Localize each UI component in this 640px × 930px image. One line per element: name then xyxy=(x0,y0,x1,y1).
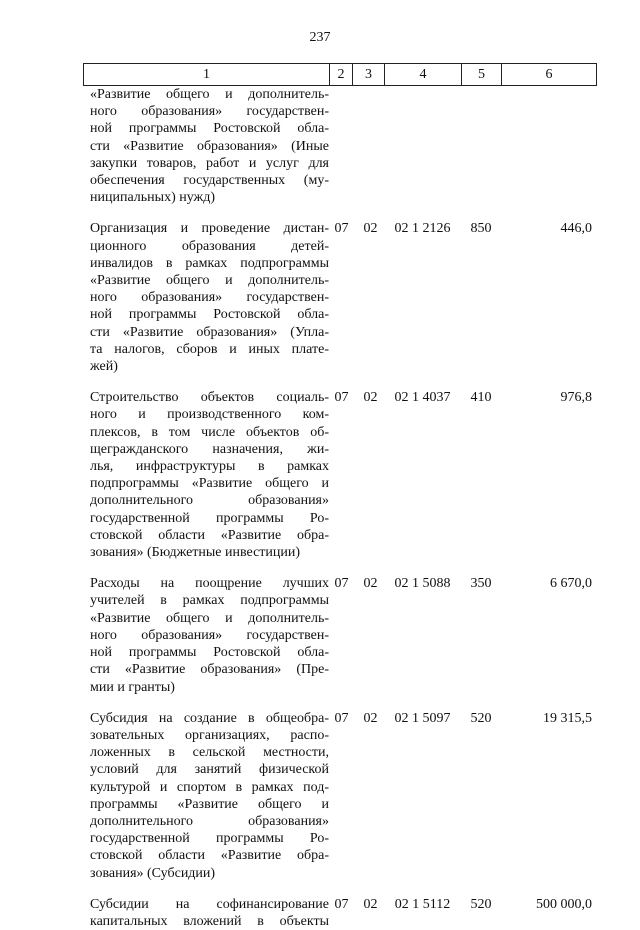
description-line: ционного образования детей- xyxy=(90,238,329,254)
subsection-code: 02 xyxy=(363,221,378,237)
description-line: «Развитие общего и дополнитель- xyxy=(90,610,329,626)
table-header xyxy=(83,63,597,86)
description-line: «Развитие общего и дополнитель- xyxy=(90,273,329,289)
expense-description xyxy=(83,710,329,882)
description-line: сти «Развитие образования» (Пре- xyxy=(90,662,329,678)
description-line: стовской области «Развитие обра- xyxy=(90,848,329,864)
amount: 500 000,0 xyxy=(536,896,592,912)
description-line: дополнительного образования» xyxy=(90,493,329,509)
expense-description xyxy=(83,389,329,561)
subsection-code: 02 xyxy=(363,390,378,406)
description-line: ного и производственного ком- xyxy=(90,407,329,423)
section-code: 07 xyxy=(334,390,349,406)
amount: 976,8 xyxy=(560,390,592,406)
description-line: стовской области «Развитие обра- xyxy=(90,527,329,543)
section-code: 07 xyxy=(334,896,349,912)
header-col-2: 2 xyxy=(330,64,353,86)
table-row xyxy=(83,220,596,375)
description-line: Расходы на поощрение лучших xyxy=(90,576,329,592)
table-row xyxy=(83,896,596,930)
table-row xyxy=(83,389,596,561)
header-col-5: 5 xyxy=(462,64,502,86)
description-line: зования» (Субсидии) xyxy=(90,865,216,881)
expense-type-code: 520 xyxy=(470,710,492,726)
description-line: ной программы Ростовской обла- xyxy=(90,645,329,661)
description-line: сти «Развитие образования» (Упла- xyxy=(90,324,329,340)
description-line: жей) xyxy=(90,359,118,375)
expense-description xyxy=(83,220,329,375)
subsection-code: 02 xyxy=(363,710,378,726)
header-col-1: 1 xyxy=(84,64,330,86)
expense-type-code: 410 xyxy=(470,390,492,406)
target-article-code: 02 1 4037 xyxy=(394,390,451,406)
table-row xyxy=(83,710,596,882)
expense-type-code: 350 xyxy=(470,576,492,592)
section-code: 07 xyxy=(334,221,349,237)
description-line: инвалидов в рамках подпрограммы xyxy=(90,255,329,271)
target-article-code: 02 1 2126 xyxy=(394,221,451,237)
description-line: лья, инфраструктуры в рамках xyxy=(90,459,329,475)
description-line: ной программы Ростовской обла- xyxy=(90,307,329,323)
description-line: мии и гранты) xyxy=(90,679,175,695)
description-line: культурой и спортом в рамках под- xyxy=(90,779,329,795)
description-line: ной программы Ростовской обла- xyxy=(90,121,329,137)
description-line: ложенных в сельской местности, xyxy=(90,745,329,761)
description-line: капитальных вложений в объекты xyxy=(90,913,329,929)
description-line: щегражданского назначения, жи- xyxy=(90,441,329,457)
description-line: подпрограммы «Развитие общего и xyxy=(90,476,329,492)
description-line: «Развитие общего и дополнитель- xyxy=(90,87,329,102)
description-line: обеспечения государственных (му- xyxy=(90,173,329,189)
expense-description xyxy=(83,575,329,695)
target-article-code: 02 1 5088 xyxy=(394,576,451,592)
description-line: ниципальных) нужд) xyxy=(90,190,215,206)
description-line: зовательных организациях, распо- xyxy=(90,727,329,743)
page-number: 237 xyxy=(309,30,331,45)
description-line: ного образования» государствен- xyxy=(90,290,329,306)
description-line: государственной программы Ро- xyxy=(90,831,329,847)
expense-description xyxy=(83,896,329,930)
target-article-code: 02 1 5112 xyxy=(394,896,451,912)
description-line: Субсидия на создание в общеобра- xyxy=(90,710,329,726)
description-line: та налогов, сборов и иных плате- xyxy=(90,341,329,357)
amount: 6 670,0 xyxy=(550,576,592,592)
amount: 19 315,5 xyxy=(543,710,592,726)
header-col-4: 4 xyxy=(385,64,462,86)
expense-description xyxy=(83,86,329,206)
subsection-code: 02 xyxy=(363,576,378,592)
table-row xyxy=(83,86,596,206)
description-line: зования» (Бюджетные инвестиции) xyxy=(90,545,301,561)
target-article-code: 02 1 5097 xyxy=(394,710,451,726)
description-line: закупки товаров, работ и услуг для xyxy=(90,155,329,171)
header-col-6: 6 xyxy=(502,64,597,86)
section-code: 07 xyxy=(334,710,349,726)
description-line: плексов, в том числе объектов об- xyxy=(90,424,329,440)
amount: 446,0 xyxy=(560,221,592,237)
description-line: Организация и проведение дистан- xyxy=(90,221,329,237)
description-line: дополнительного образования» xyxy=(90,813,329,829)
section-code: 07 xyxy=(334,576,349,592)
expense-type-code: 850 xyxy=(470,221,492,237)
description-line: Строительство объектов социаль- xyxy=(90,390,329,406)
expense-type-code: 520 xyxy=(470,896,492,912)
table-row xyxy=(83,575,596,695)
description-line: ного образования» государствен- xyxy=(90,627,329,643)
table-body xyxy=(83,86,596,930)
description-line: условий для занятий физической xyxy=(90,762,329,778)
description-line: государственной программы Ро- xyxy=(90,510,329,526)
description-line: учителей в рамках подпрограммы xyxy=(90,593,329,609)
description-line: сти «Развитие образования» (Иные xyxy=(90,138,329,154)
subsection-code: 02 xyxy=(363,896,378,912)
header-col-3: 3 xyxy=(353,64,385,86)
description-line: Субсидии на софинансирование xyxy=(90,896,329,912)
description-line: ного образования» государствен- xyxy=(90,104,329,120)
description-line: программы «Развитие общего и xyxy=(90,796,329,812)
